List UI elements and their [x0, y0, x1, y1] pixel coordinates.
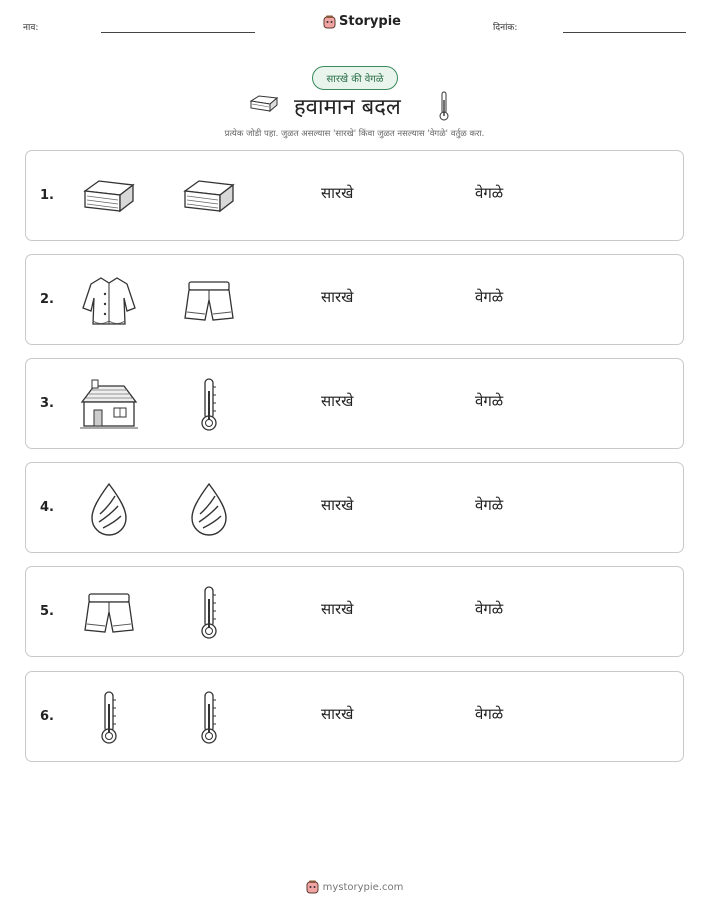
exercise-row: [25, 671, 684, 762]
option-different[interactable]: वेगळे: [475, 496, 504, 514]
thermometer-icon: [178, 585, 240, 641]
row-number: 3.: [40, 396, 54, 411]
shorts-icon: [178, 273, 240, 329]
brand-logo: [323, 14, 401, 29]
activity-badge: सारखे की वेगळे: [312, 66, 398, 90]
option-same[interactable]: सारखे: [321, 288, 354, 306]
option-different[interactable]: वेगळे: [475, 392, 504, 410]
row-number: 6.: [40, 709, 54, 724]
row-number: 1.: [40, 188, 54, 203]
option-same[interactable]: सारखे: [321, 392, 354, 410]
thermometer-icon: [178, 377, 240, 433]
option-different[interactable]: वेगळे: [475, 288, 504, 306]
exercise-row: [25, 566, 684, 657]
page-title: हवामान बदल: [294, 95, 401, 120]
footer-url: mystorypie.com: [322, 881, 404, 893]
date-line: [563, 32, 686, 33]
title-block: [0, 88, 709, 124]
storypie-mascot-icon: [306, 880, 319, 894]
page-header: [0, 0, 709, 50]
cottage-icon: [78, 377, 140, 433]
row-number: 2.: [40, 292, 54, 307]
option-different[interactable]: वेगळे: [475, 600, 504, 618]
shorts-icon: [78, 585, 140, 641]
thermometer-icon: [437, 90, 451, 122]
exercise-row: [25, 462, 684, 553]
option-same[interactable]: सारखे: [321, 496, 354, 514]
exercise-row: [25, 150, 684, 241]
book-icon: [178, 169, 240, 225]
brand-name: Storypie: [339, 14, 401, 29]
exercise-row: [25, 254, 684, 345]
raindrop-icon: [78, 481, 140, 537]
name-label: नाव:: [23, 23, 39, 33]
row-number: 4.: [40, 500, 54, 515]
row-number: 5.: [40, 604, 54, 619]
option-same[interactable]: सारखे: [321, 600, 354, 618]
page-footer: [0, 880, 709, 894]
option-different[interactable]: वेगळे: [475, 184, 504, 202]
option-different[interactable]: वेगळे: [475, 705, 504, 723]
thermometer-icon: [78, 690, 140, 746]
book-icon: [249, 94, 279, 114]
raindrop-icon: [178, 481, 240, 537]
name-line: [101, 32, 255, 33]
option-same[interactable]: सारखे: [321, 705, 354, 723]
thermometer-icon: [178, 690, 240, 746]
date-label: दिनांक:: [493, 23, 518, 33]
instructions: प्रत्येक जोडी पहा. जुळत असल्यास 'सारखे' किंवा जुळत नसल्यास 'वेगळे' वर्तुळ करा.: [224, 129, 485, 139]
book-icon: [78, 169, 140, 225]
exercise-row: [25, 358, 684, 449]
option-same[interactable]: सारखे: [321, 184, 354, 202]
storypie-mascot-icon: [323, 15, 336, 29]
coat-icon: [78, 273, 140, 329]
